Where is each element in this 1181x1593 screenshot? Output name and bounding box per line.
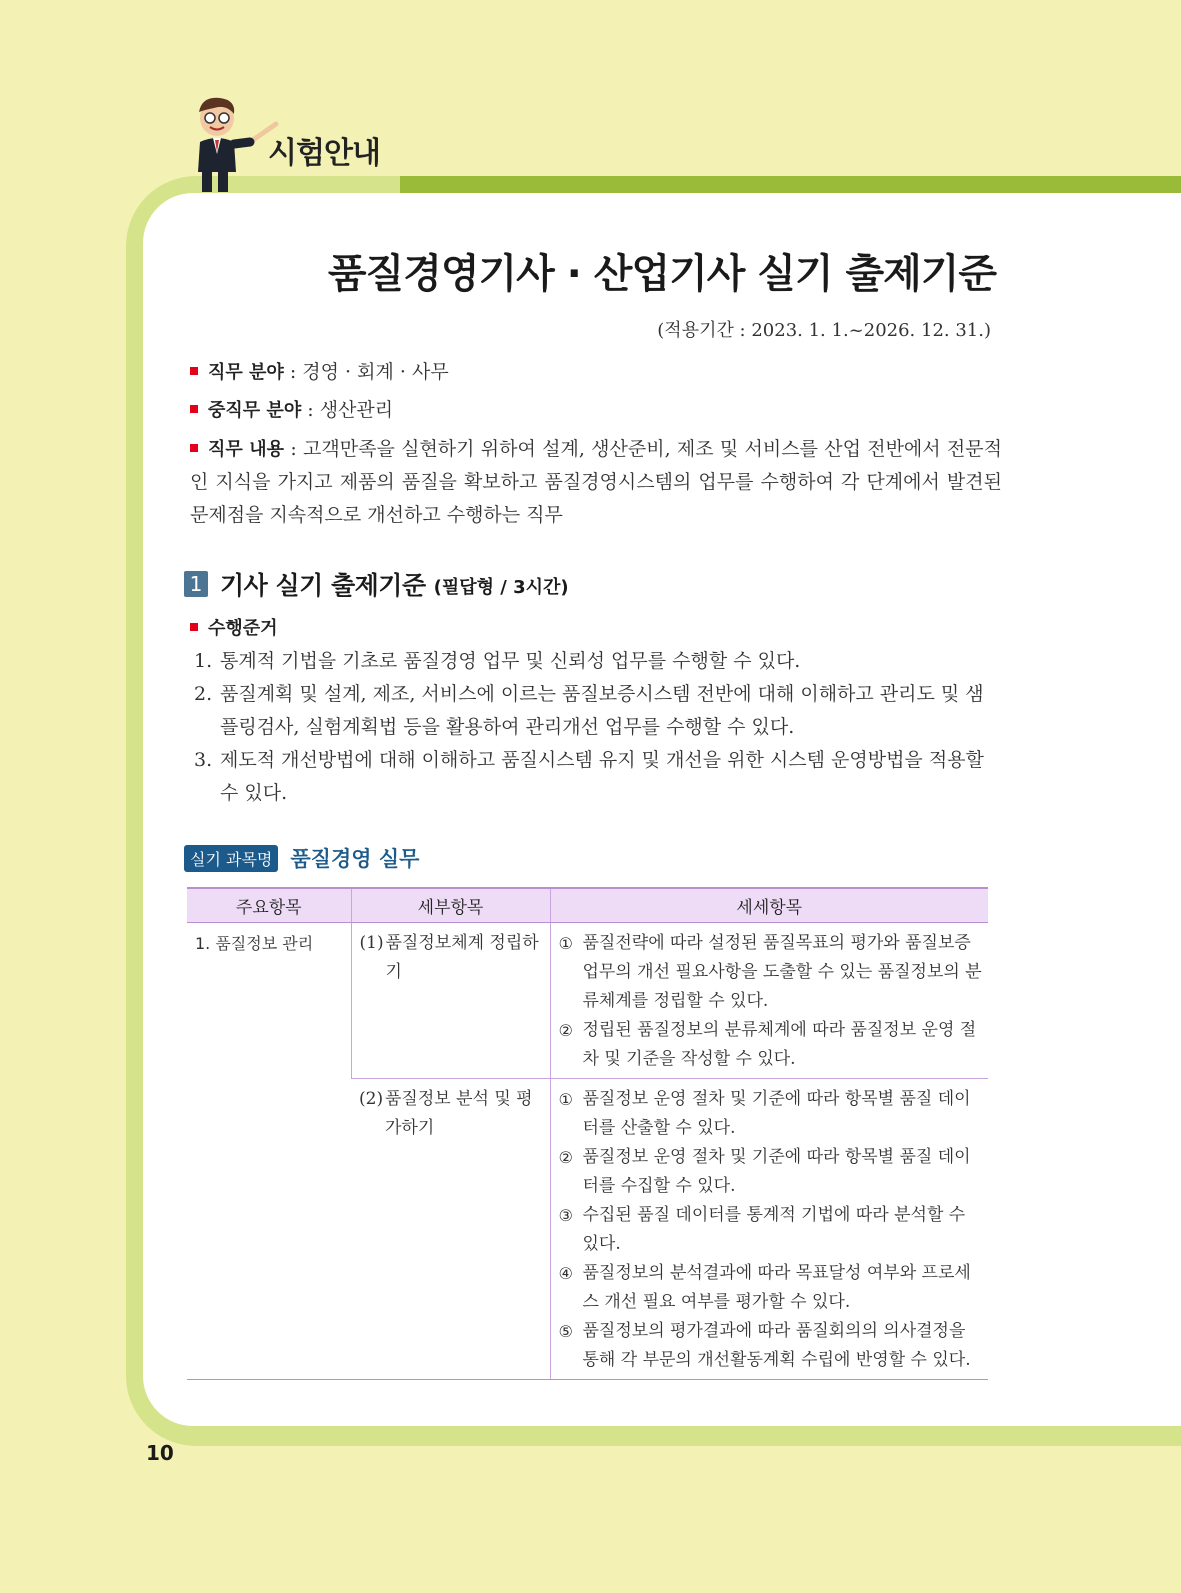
detail-item — [559, 1016, 985, 1074]
info-value: : 경영 · 회계 · 사무 — [283, 361, 449, 383]
detail-text: 정립된 품질정보의 분류체계에 따라 품질정보 운영 절차 및 기준을 작성할 수 있다. — [582, 1019, 977, 1069]
header-bar — [400, 176, 1181, 193]
list-item — [194, 744, 990, 810]
detail-marker: ③ — [558, 1205, 573, 1225]
sub-item-text: 품질정보 분석 및 평가하기 — [385, 1088, 533, 1138]
item-text: 통계적 기법을 기초로 품질경영 업무 및 신뢰성 업무를 수행할 수 있다. — [220, 650, 801, 672]
section-subtitle: (필답형 / 3시간) — [433, 577, 569, 598]
sub-item-cell — [351, 922, 550, 1078]
info-value: : 생산관리 — [301, 399, 394, 421]
sub-item — [359, 1085, 546, 1143]
table-header-row — [187, 888, 988, 922]
info-job-field — [190, 356, 1002, 389]
detail-marker: ① — [558, 1089, 573, 1109]
application-period: (적용기간 : 2023. 1. 1.~2026. 12. 31.) — [657, 320, 991, 341]
item-number: 1. — [194, 650, 213, 672]
detail-marker: ⑤ — [558, 1321, 573, 1341]
detail-marker: ① — [558, 933, 573, 953]
main-item: 1. 품질정보 관리 — [195, 933, 314, 953]
info-label: 중직무 분야 — [208, 400, 302, 421]
bullet-icon — [190, 623, 198, 631]
bullet-icon — [190, 367, 198, 375]
bullet-icon — [190, 444, 198, 452]
sub-item — [360, 929, 546, 987]
detail-item — [559, 1259, 985, 1317]
main-item-cell — [187, 922, 351, 1379]
column-header: 주요항목 — [187, 888, 351, 922]
info-label: 직무 내용 — [208, 439, 285, 460]
info-job-content — [190, 433, 1002, 532]
section-heading — [184, 566, 569, 602]
sub-item-number: (2) — [359, 1088, 384, 1109]
detail-item — [559, 1201, 985, 1259]
detail-text: 수집된 품질 데이터를 통계적 기법에 따라 분석할 수 있다. — [582, 1204, 966, 1254]
detail-text: 품질정보의 평가결과에 따라 품질회의의 의사결정을 통해 각 부문의 개선활동계획 수립에 반영할 수 있다. — [582, 1320, 971, 1370]
info-label: 직무 분야 — [208, 362, 284, 383]
item-number: 3. — [194, 749, 213, 771]
detail-marker: ④ — [558, 1263, 573, 1283]
page-number: 10 — [146, 1441, 174, 1465]
column-header: 세세항목 — [550, 888, 988, 922]
item-text: 제도적 개선방법에 대해 이해하고 품질시스템 유지 및 개선을 위한 시스템 운영방법을 적용할 수 있다. — [220, 749, 984, 804]
item-text: 품질계획 및 설계, 제조, 서비스에 이르는 품질보증시스템 전반에 대해 이해하고 관리도 및 샘플링검사, 실험계획법 등을 활용하여 관리개선 업무를 수행할 수 있다. — [220, 683, 984, 738]
detail-marker: ② — [558, 1020, 573, 1040]
section-number: 1 — [184, 571, 208, 597]
subject-badge: 실기 과목명 — [184, 845, 278, 872]
performance-heading — [190, 614, 278, 640]
detail-item — [559, 1317, 985, 1375]
detail-item — [559, 1085, 985, 1143]
sub-item-text: 품질정보체계 정립하기 — [385, 932, 539, 982]
subject-heading — [184, 843, 419, 873]
list-item — [194, 645, 990, 678]
detail-text: 품질정보 운영 절차 및 기준에 따라 항목별 품질 데이터를 산출할 수 있다. — [582, 1088, 971, 1138]
teacher-mascot-icon — [190, 96, 280, 194]
list-item — [194, 678, 990, 744]
column-header: 세부항목 — [351, 888, 550, 922]
sub-item-cell — [351, 1078, 550, 1379]
info-value: : 고객만족을 실현하기 위하여 설계, 생산준비, 제조 및 서비스를 산업 전반에서 전문적인 지식을 가지고 제품의 품질을 확보하고 품질경영시스템의 업무를 수행하여 각 단계에서 발견된 문제점을 지속적으로 개선하고 수행하는 직무 — [190, 438, 1002, 526]
detail-marker: ② — [558, 1147, 573, 1167]
detail-cell — [550, 1078, 988, 1379]
sub-item-number: (1) — [359, 932, 384, 953]
bullet-icon — [190, 405, 198, 413]
section-title: 기사 실기 출제기준 — [220, 571, 426, 600]
detail-text: 품질정보의 분석결과에 따라 목표달성 여부와 프로세스 개선 필요 여부를 평가할 수 있다. — [582, 1262, 971, 1312]
section-header-label: 시험안내 — [268, 136, 380, 171]
detail-item — [559, 929, 985, 1016]
detail-text: 품질전략에 따라 설정된 품질목표의 평가와 품질보증 업무의 개선 필요사항을 도출할 수 있는 품질정보의 분류체계를 정립할 수 있다. — [582, 932, 982, 1011]
detail-cell — [550, 922, 988, 1078]
criteria-table — [187, 887, 988, 1380]
item-number: 2. — [194, 683, 213, 705]
subject-name: 품질경영 실무 — [290, 847, 420, 871]
performance-list — [194, 645, 990, 810]
info-sub-field — [190, 394, 1002, 427]
table-row — [187, 922, 988, 1078]
page-title: 품질경영기사 · 산업기사 실기 출제기준 — [327, 251, 997, 297]
detail-text: 품질정보 운영 절차 및 기준에 따라 항목별 품질 데이터를 수집할 수 있다. — [582, 1146, 971, 1196]
detail-item — [559, 1143, 985, 1201]
performance-heading-text: 수행준거 — [208, 618, 278, 639]
